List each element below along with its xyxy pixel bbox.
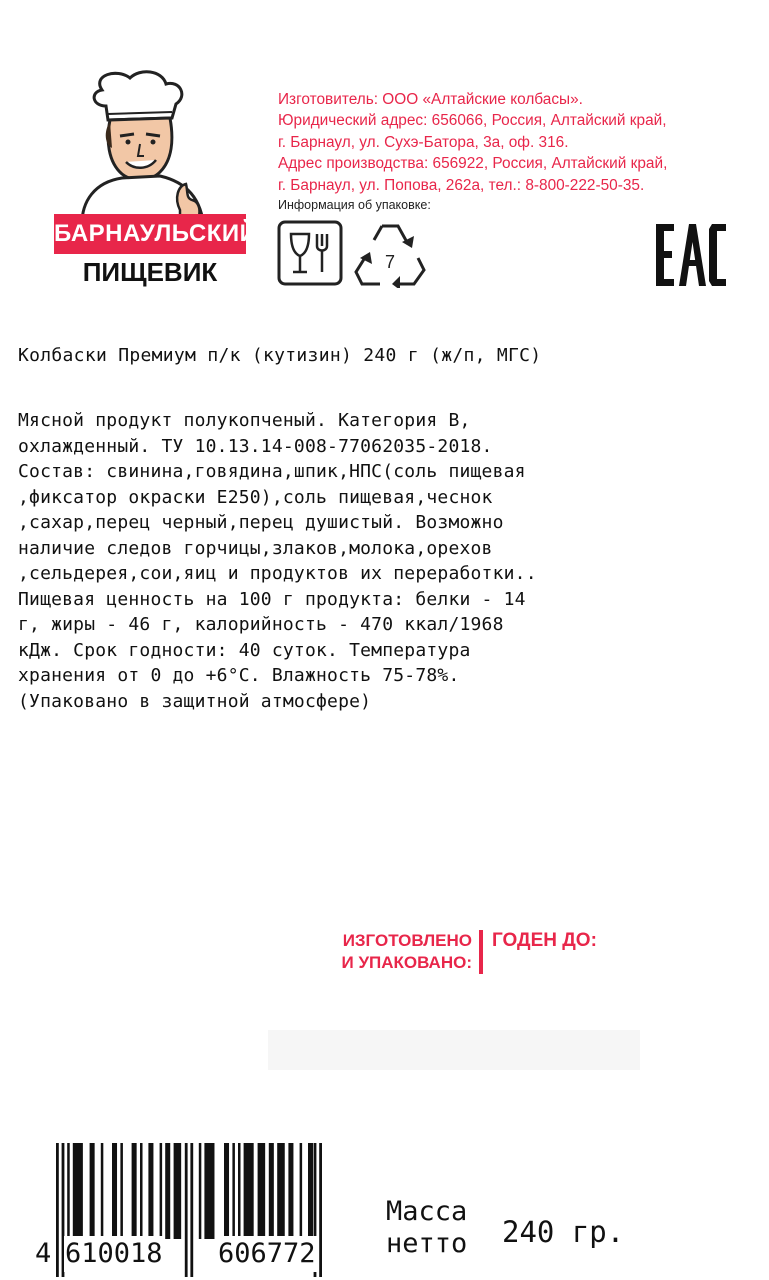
manufacturer-line: г. Барнаул, ул. Попова, 262а, тел.: 8-800-222-50-35. (278, 176, 645, 194)
barcode-bar (269, 1143, 274, 1239)
barcode-left-group: 610018 (64, 1236, 164, 1272)
barcode-first-digit: 4 (34, 1236, 52, 1272)
manufactured-label-line2: И УПАКОВАНО: (341, 953, 472, 972)
barcode-bar (224, 1143, 229, 1239)
description-line: ,сахар,перец черный,перец душистый. Возможно (18, 512, 504, 533)
manufacturer-line: Юридический адрес: 656066, Россия, Алтайский край, (278, 112, 667, 130)
net-mass-value: 240 гр. (502, 1215, 625, 1249)
manufactured-label-line1: ИЗГОТОВЛЕНО (342, 931, 472, 950)
barcode-bar (67, 1143, 70, 1239)
manufacturer-line: Изготовитель: ООО «Алтайские колбасы». (278, 91, 583, 108)
description-line: Мясной продукт полукопченый. Категория В, (18, 410, 471, 431)
product-description (18, 408, 638, 714)
barcode-bar (204, 1143, 214, 1239)
description-line: Пищевая ценность на 100 г продукта: белки - 14 (18, 588, 526, 610)
food-safe-icon (277, 220, 343, 286)
description-line: кДж. Срок годности: 40 суток. Температура (18, 639, 471, 661)
barcode-bar (277, 1143, 285, 1239)
recycle-icon (352, 218, 428, 288)
barcode-bar (140, 1143, 143, 1239)
description-line: г, жиры - 46 г, калорийность - 470 ккал/1968 (18, 614, 504, 635)
barcode-bar (101, 1143, 104, 1239)
barcode-bar (90, 1143, 95, 1239)
barcode-right-group: 606772 (217, 1236, 317, 1272)
chef-mascot-icon (62, 70, 212, 230)
manufacturer-info (278, 89, 748, 196)
best-before-label: ГОДЕН ДО: (492, 930, 597, 951)
packaging-info-label: Информация об упаковке: (278, 198, 431, 212)
net-mass-label-line1: Масса (386, 1196, 468, 1227)
net-mass-label (386, 1196, 467, 1260)
description-line: ,сельдерея,сои,яиц и продуктов их переработки.. (18, 563, 537, 584)
recycle-code: 7 (384, 252, 396, 272)
eac-mark-icon (656, 224, 726, 286)
manufacturer-line: г. Барнаул, ул. Сухэ-Батора, 3а, оф. 316. (278, 133, 569, 151)
description-line: наличие следов горчицы,злаков,молока,орехов (18, 537, 493, 559)
barcode-bar (112, 1143, 117, 1239)
barcode-bar (238, 1143, 241, 1239)
date-divider (479, 930, 483, 974)
product-name: Колбаски Премиум п/к (кутизин) 240 г (ж/п, МГС) (18, 345, 542, 366)
manufacturer-line: Адрес производства: 656922, Россия, Алтайский край, (278, 155, 668, 173)
brand-name-top: БАРНАУЛЬСКИЙ (54, 214, 246, 254)
brand-name-bottom: ПИЩЕВИК (82, 257, 218, 287)
barcode-bar (174, 1143, 182, 1239)
description-line: (Упаковано в защитной атмосфере) (18, 690, 372, 712)
barcode-bar (73, 1143, 83, 1239)
date-print-area (268, 1030, 640, 1070)
barcode-bar (120, 1143, 123, 1239)
net-mass-label-line2: нетто (386, 1228, 468, 1259)
barcode-bar (258, 1143, 266, 1239)
barcode-bar (308, 1143, 313, 1239)
barcode-bar (300, 1143, 303, 1239)
barcode-bar (288, 1143, 293, 1239)
description-line: охлажденный. ТУ 10.13.14-008-77062035-2018. (18, 435, 493, 457)
barcode-bar (165, 1143, 170, 1239)
barcode-bar (199, 1143, 202, 1239)
barcode-bar (148, 1143, 153, 1239)
barcode-digits (34, 1236, 364, 1272)
manufactured-label (330, 930, 472, 974)
description-line: ,фиксатор окраски Е250),соль пищевая,чеснок (18, 486, 493, 508)
barcode-bar (244, 1143, 254, 1239)
barcode-bar (160, 1143, 163, 1239)
barcode-bar (132, 1143, 137, 1239)
description-line: хранения от 0 до +6°С. Влажность 75-78%. (18, 665, 460, 686)
barcode-bar (232, 1143, 235, 1239)
description-line: Состав: свинина,говядина,шпик,НПС(соль пищевая (18, 461, 526, 482)
